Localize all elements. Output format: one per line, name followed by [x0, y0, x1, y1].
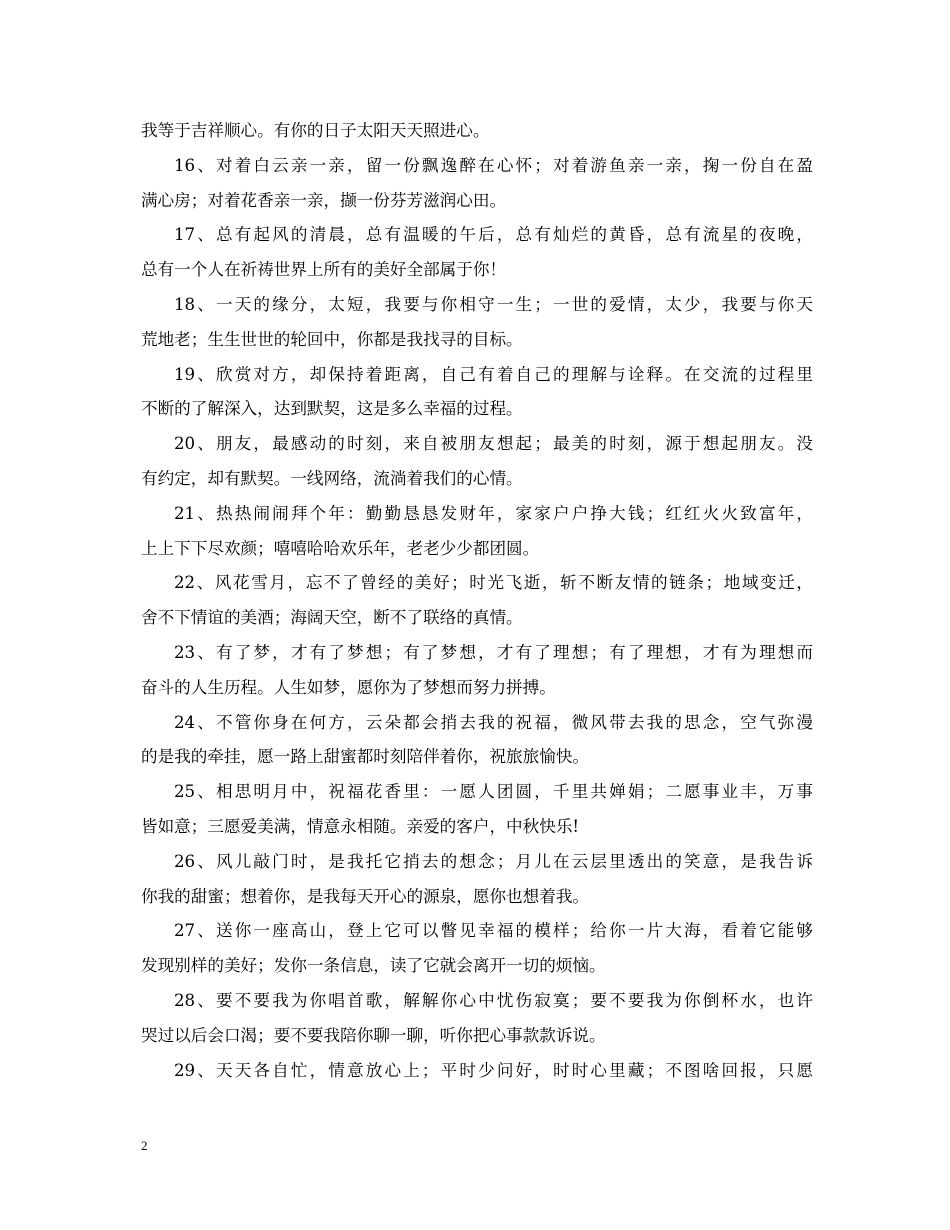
text-line: 的是我的牵挂，愿一路上甜蜜都时刻陪伴着你，祝旅旅愉快。 [141, 747, 590, 767]
text-line: 17、总有起风的清晨，总有温暖的午后，总有灿烂的黄昏，总有流星的夜晚， [174, 225, 813, 245]
text-line: 25、相思明月中，祝福花香里：一愿人团圆，千里共婵娟；二愿事业丰，万事 [174, 782, 813, 802]
text-line: 满心房；对着花香亲一亲，撷一份芬芳滋润心田。 [141, 190, 507, 210]
text-line: 20、朋友，最感动的时刻，来自被朋友想起；最美的时刻，源于想起朋友。没 [174, 434, 813, 454]
text-line: 上上下下尽欢颜；嘻嘻哈哈欢乐年，老老少少都团圆。 [141, 538, 540, 558]
text-line: 不断的了解深入，达到默契，这是多么幸福的过程。 [141, 399, 523, 419]
text-line: 19、欣赏对方，却保持着距离，自己有着自己的理解与诠释。在交流的过程里 [174, 364, 813, 384]
text-line: 荒地老；生生世世的轮回中，你都是我找寻的目标。 [141, 329, 523, 349]
text-line: 有约定，却有默契。一线网络，流淌着我们的心情。 [141, 468, 523, 488]
text-line: 发现别样的美好；发你一条信息，读了它就会离开一切的烦恼。 [141, 956, 606, 976]
text-line: 24、不管你身在何方，云朵都会捎去我的祝福，微风带去我的思念，空气弥漫 [174, 712, 813, 732]
text-line: 22、风花雪月，忘不了曾经的美好；时光飞逝，斩不断友情的链条；地域变迁， [174, 573, 813, 593]
text-line: 16、对着白云亲一亲，留一份飘逸醉在心怀；对着游鱼亲一亲，掬一份自在盈 [174, 155, 813, 175]
text-line: 18、一天的缘分，太短，我要与你相守一生；一世的爱情，太少，我要与你天 [174, 294, 813, 314]
text-line: 我等于吉祥顺心。有你的日子太阳天天照进心。 [141, 121, 490, 140]
page-number: 2 [141, 1138, 148, 1153]
text-line: 23、有了梦，才有了梦想；有了梦想，才有了理想；有了理想，才有为理想而 [174, 642, 813, 662]
document-body [141, 114, 813, 1088]
text-line: 29、天天各自忙，情意放心上；平时少问好，时时心里藏；不图啥回报，只愿 [174, 1060, 813, 1080]
text-line: 舍不下情谊的美酒；海阔天空，断不了联络的真情。 [141, 608, 523, 628]
text-line: 26、风儿敲门时，是我托它捎去的想念；月儿在云层里透出的笑意，是我告诉 [174, 851, 813, 871]
text-line: 奋斗的人生历程。人生如梦，愿你为了梦想而努力拼搏。 [141, 677, 556, 697]
text-line: 皆如意；三愿爱美满，情意永相随。亲爱的客户，中秋快乐! [141, 816, 580, 836]
text-line: 你我的甜蜜；想着你，是我每天开心的源泉，愿你也想着我。 [141, 886, 590, 906]
text-line: 总有一个人在祈祷世界上所有的美好全部属于你！ [141, 260, 507, 280]
text-line: 28、要不要我为你唱首歌，解解你心中忧伤寂寞；要不要我为你倒杯水，也许 [174, 990, 813, 1010]
text-line: 21、热热闹闹拜个年：勤勤恳恳发财年，家家户户挣大钱；红红火火致富年， [174, 503, 813, 523]
text-line: 哭过以后会口渴；要不要我陪你聊一聊，听你把心事款款诉说。 [141, 1025, 606, 1045]
text-line: 27、送你一座高山，登上它可以瞥见幸福的模样；给你一片大海，看着它能够 [174, 921, 813, 941]
